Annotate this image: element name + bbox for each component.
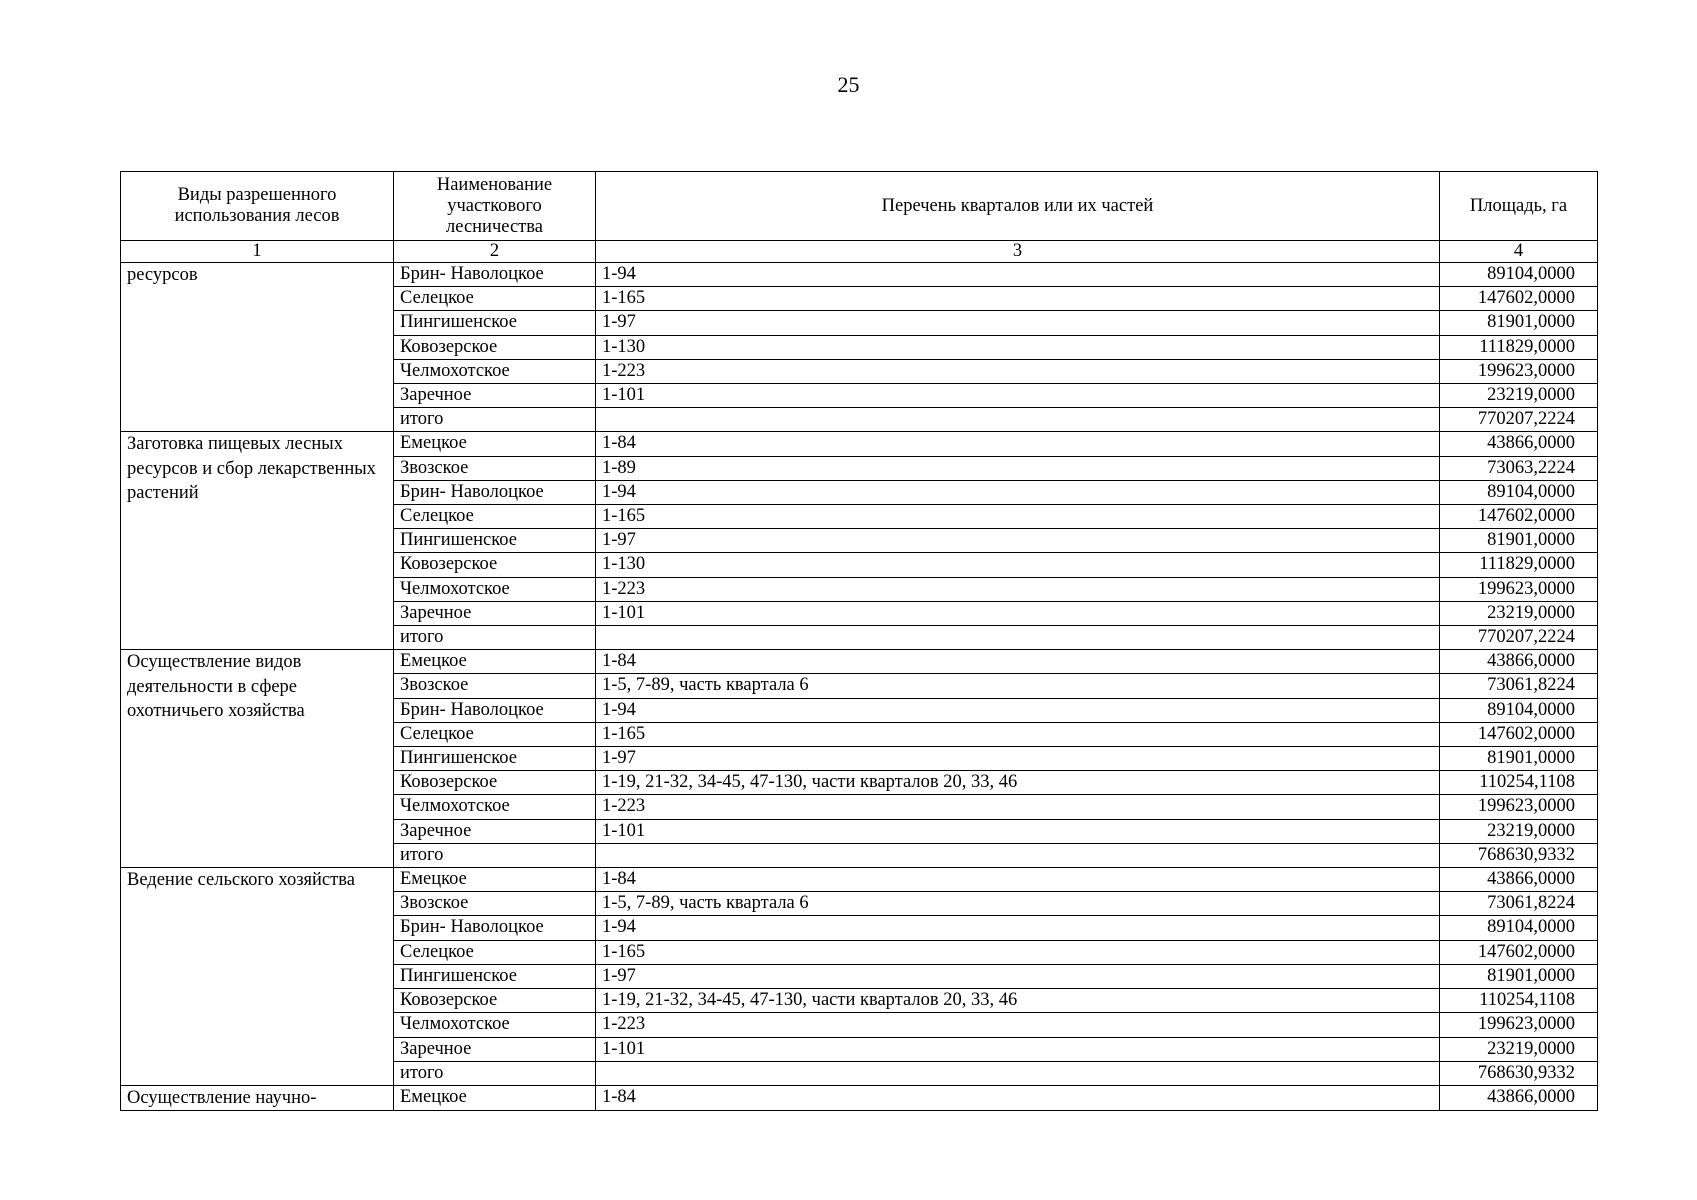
area-cell: 81901,0000 xyxy=(1440,747,1598,771)
area-cell: 23219,0000 xyxy=(1440,819,1598,843)
quarters-cell xyxy=(596,626,1440,650)
forestry-name-cell: итого xyxy=(394,408,596,432)
forestry-name-cell: Селецкое xyxy=(394,505,596,529)
quarters-cell: 1-223 xyxy=(596,795,1440,819)
quarters-cell xyxy=(596,408,1440,432)
forestry-name-cell: Ковозерское xyxy=(394,771,596,795)
use-type-cell: Осуществление научно- xyxy=(121,1085,394,1110)
forestry-name-cell: Звозское xyxy=(394,674,596,698)
forestry-name-cell: итого xyxy=(394,1061,596,1085)
forestry-name-cell: Челмохотское xyxy=(394,577,596,601)
area-cell: 81901,0000 xyxy=(1440,311,1598,335)
quarters-cell xyxy=(596,1061,1440,1085)
forestry-name-cell: Селецкое xyxy=(394,287,596,311)
quarters-cell: 1-165 xyxy=(596,940,1440,964)
area-cell: 23219,0000 xyxy=(1440,601,1598,625)
forestry-name-cell: Ковозерское xyxy=(394,553,596,577)
forestry-name-cell: Заречное xyxy=(394,601,596,625)
quarters-cell: 1-165 xyxy=(596,722,1440,746)
forestry-name-cell: Пингишенское xyxy=(394,311,596,335)
forestry-name-cell: Пингишенское xyxy=(394,747,596,771)
use-type-cell: Осуществление видов деятельности в сфере охотничьего хозяйства xyxy=(121,650,394,868)
forestry-name-cell: Брин- Наволоцкое xyxy=(394,263,596,287)
quarters-cell: 1-5, 7-89, часть квартала 6 xyxy=(596,892,1440,916)
table-row xyxy=(121,650,1598,674)
quarters-cell: 1-101 xyxy=(596,601,1440,625)
quarters-cell: 1-97 xyxy=(596,311,1440,335)
area-cell: 89104,0000 xyxy=(1440,480,1598,504)
quarters-cell: 1-165 xyxy=(596,287,1440,311)
table-row xyxy=(121,432,1598,456)
forestry-name-cell: Емецкое xyxy=(394,868,596,892)
forestry-name-cell: Емецкое xyxy=(394,650,596,674)
quarters-cell: 1-94 xyxy=(596,698,1440,722)
forestry-name-cell: Селецкое xyxy=(394,940,596,964)
forestry-name-cell: Звозское xyxy=(394,456,596,480)
area-cell: 43866,0000 xyxy=(1440,650,1598,674)
quarters-cell: 1-130 xyxy=(596,553,1440,577)
quarters-cell: 1-97 xyxy=(596,529,1440,553)
area-cell: 81901,0000 xyxy=(1440,529,1598,553)
header-forestry-name: Наименование участкового лесничества xyxy=(394,172,596,241)
column-number-row xyxy=(121,241,1598,263)
column-number: 2 xyxy=(394,241,596,263)
area-cell: 768630,9332 xyxy=(1440,1061,1598,1085)
area-cell: 770207,2224 xyxy=(1440,626,1598,650)
quarters-cell: 1-223 xyxy=(596,1013,1440,1037)
area-cell: 199623,0000 xyxy=(1440,359,1598,383)
area-cell: 199623,0000 xyxy=(1440,1013,1598,1037)
quarters-cell: 1-97 xyxy=(596,747,1440,771)
use-type-cell: ресурсов xyxy=(121,263,394,432)
column-number: 4 xyxy=(1440,241,1598,263)
quarters-cell: 1-223 xyxy=(596,577,1440,601)
area-cell: 23219,0000 xyxy=(1440,384,1598,408)
quarters-cell: 1-84 xyxy=(596,432,1440,456)
area-cell: 73061,8224 xyxy=(1440,674,1598,698)
header-row xyxy=(121,172,1598,241)
area-cell: 73061,8224 xyxy=(1440,892,1598,916)
forestry-name-cell: Заречное xyxy=(394,1037,596,1061)
forestry-name-cell: Челмохотское xyxy=(394,1013,596,1037)
forestry-name-cell: Ковозерское xyxy=(394,335,596,359)
quarters-cell: 1-5, 7-89, часть квартала 6 xyxy=(596,674,1440,698)
quarters-cell: 1-19, 21-32, 34-45, 47-130, части кварталов 20, 33, 46 xyxy=(596,989,1440,1013)
header-area: Площадь, га xyxy=(1440,172,1598,241)
area-cell: 43866,0000 xyxy=(1440,868,1598,892)
quarters-cell: 1-19, 21-32, 34-45, 47-130, части кварталов 20, 33, 46 xyxy=(596,771,1440,795)
forestry-name-cell: Челмохотское xyxy=(394,795,596,819)
area-cell: 110254,1108 xyxy=(1440,989,1598,1013)
area-cell: 147602,0000 xyxy=(1440,505,1598,529)
area-cell: 111829,0000 xyxy=(1440,335,1598,359)
table-body xyxy=(121,263,1598,1111)
use-type-cell: Ведение сельского хозяйства xyxy=(121,868,394,1086)
forestry-name-cell: Брин- Наволоцкое xyxy=(394,480,596,504)
header-use-type: Виды разрешенного использования лесов xyxy=(121,172,394,241)
page-number: 25 xyxy=(837,72,860,97)
forestry-name-cell: Заречное xyxy=(394,384,596,408)
quarters-cell: 1-223 xyxy=(596,359,1440,383)
quarters-cell: 1-84 xyxy=(596,650,1440,674)
area-cell: 199623,0000 xyxy=(1440,795,1598,819)
area-cell: 770207,2224 xyxy=(1440,408,1598,432)
table-row xyxy=(121,263,1598,287)
quarters-cell: 1-94 xyxy=(596,263,1440,287)
forestry-name-cell: Челмохотское xyxy=(394,359,596,383)
use-type-cell: Заготовка пищевых лесных ресурсов и сбор лекарственных растений xyxy=(121,432,394,650)
forest-use-table xyxy=(120,171,1598,1111)
area-cell: 23219,0000 xyxy=(1440,1037,1598,1061)
area-cell: 43866,0000 xyxy=(1440,1085,1598,1110)
quarters-cell: 1-94 xyxy=(596,480,1440,504)
forestry-name-cell: Брин- Наволоцкое xyxy=(394,698,596,722)
quarters-cell: 1-84 xyxy=(596,1085,1440,1110)
area-cell: 111829,0000 xyxy=(1440,553,1598,577)
quarters-cell: 1-94 xyxy=(596,916,1440,940)
area-cell: 147602,0000 xyxy=(1440,287,1598,311)
forestry-name-cell: Заречное xyxy=(394,819,596,843)
forestry-name-cell: Ковозерское xyxy=(394,989,596,1013)
quarters-cell: 1-130 xyxy=(596,335,1440,359)
area-cell: 110254,1108 xyxy=(1440,771,1598,795)
area-cell: 89104,0000 xyxy=(1440,698,1598,722)
forestry-name-cell: Брин- Наволоцкое xyxy=(394,916,596,940)
forestry-name-cell: Селецкое xyxy=(394,722,596,746)
area-cell: 89104,0000 xyxy=(1440,263,1598,287)
quarters-cell xyxy=(596,843,1440,867)
table-row xyxy=(121,868,1598,892)
column-number: 1 xyxy=(121,241,394,263)
header-quarters-list: Перечень кварталов или их частей xyxy=(596,172,1440,241)
area-cell: 81901,0000 xyxy=(1440,964,1598,988)
quarters-cell: 1-165 xyxy=(596,505,1440,529)
forestry-name-cell: итого xyxy=(394,626,596,650)
forestry-name-cell: Звозское xyxy=(394,892,596,916)
area-cell: 768630,9332 xyxy=(1440,843,1598,867)
quarters-cell: 1-101 xyxy=(596,384,1440,408)
forestry-name-cell: Пингишенское xyxy=(394,964,596,988)
area-cell: 89104,0000 xyxy=(1440,916,1598,940)
quarters-cell: 1-101 xyxy=(596,1037,1440,1061)
forestry-name-cell: итого xyxy=(394,843,596,867)
quarters-cell: 1-97 xyxy=(596,964,1440,988)
quarters-cell: 1-101 xyxy=(596,819,1440,843)
quarters-cell: 1-84 xyxy=(596,868,1440,892)
column-number: 3 xyxy=(596,241,1440,263)
area-cell: 43866,0000 xyxy=(1440,432,1598,456)
area-cell: 147602,0000 xyxy=(1440,940,1598,964)
area-cell: 199623,0000 xyxy=(1440,577,1598,601)
area-cell: 147602,0000 xyxy=(1440,722,1598,746)
forestry-name-cell: Емецкое xyxy=(394,432,596,456)
forestry-name-cell: Пингишенское xyxy=(394,529,596,553)
table-row xyxy=(121,1085,1598,1110)
area-cell: 73063,2224 xyxy=(1440,456,1598,480)
quarters-cell: 1-89 xyxy=(596,456,1440,480)
forestry-name-cell: Емецкое xyxy=(394,1085,596,1110)
